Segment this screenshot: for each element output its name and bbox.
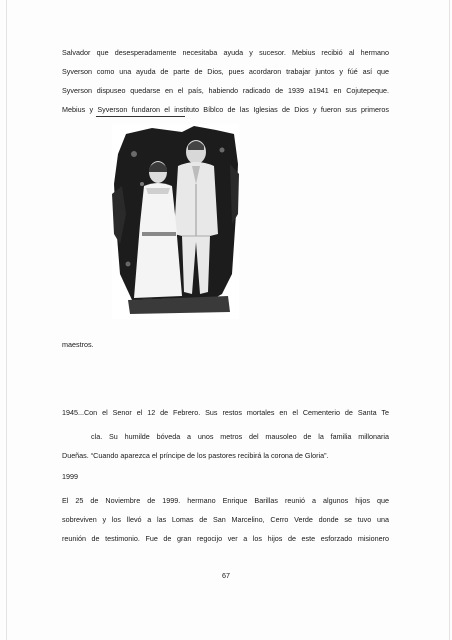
page-number: 67 — [222, 571, 230, 580]
page-edge-right — [449, 0, 450, 640]
paragraph-1-line-2: Syverson como una ayuda de parte de Dios, pues acordaron trabajar juntos y fúé así que — [62, 67, 389, 76]
handwritten-underline — [96, 116, 185, 117]
paragraph-3-line-1: El 25 de Noviembre de 1999. hermano Enrique Barillas reunió a algunos hijos que — [62, 496, 389, 505]
year-heading: 1999 — [62, 472, 78, 481]
paragraph-1-line-4: Mebius y Syverson fundaron el instituto Bíblco de las Iglesias de Dios y fueron sus primeros — [62, 105, 389, 114]
couple-photograph — [112, 124, 239, 319]
paragraph-1-line-1: Salvador que desesperadamente necesitaba ayuda y sucesor. Mebius recibió al hermano — [62, 48, 389, 57]
page-edge-left — [6, 0, 7, 640]
paragraph-1-line-3: Syverson dispuseo quedarse en el país, habiendo radicado de 1939 a1941 en Cojutepeque. — [62, 86, 389, 95]
paragraph-1-continuation: maestros. — [62, 340, 94, 349]
paragraph-2-line-2: cla. Su humilde bóveda a unos metros del mausoleo de la familia millonaria — [91, 432, 389, 441]
paragraph-3-line-3: reunión de testimonio. Fue de gran regocijo ver a los hijos de este esforzado misionero — [62, 534, 389, 543]
paragraph-2-line-1: 1945...Con el Senor el 12 de Febrero. Sus restos mortales en el Cementerio de Santa Te — [62, 408, 389, 417]
paragraph-2-line-3: Dueñas. “Cuando aparezca el príncipe de los pastores recibirá la corona de Gloria”. — [62, 451, 329, 460]
paragraph-3-line-2: sobreviven y los llevó a las Lomas de San Marcelino, Cerro Verde donde se tuvo una — [62, 515, 389, 524]
